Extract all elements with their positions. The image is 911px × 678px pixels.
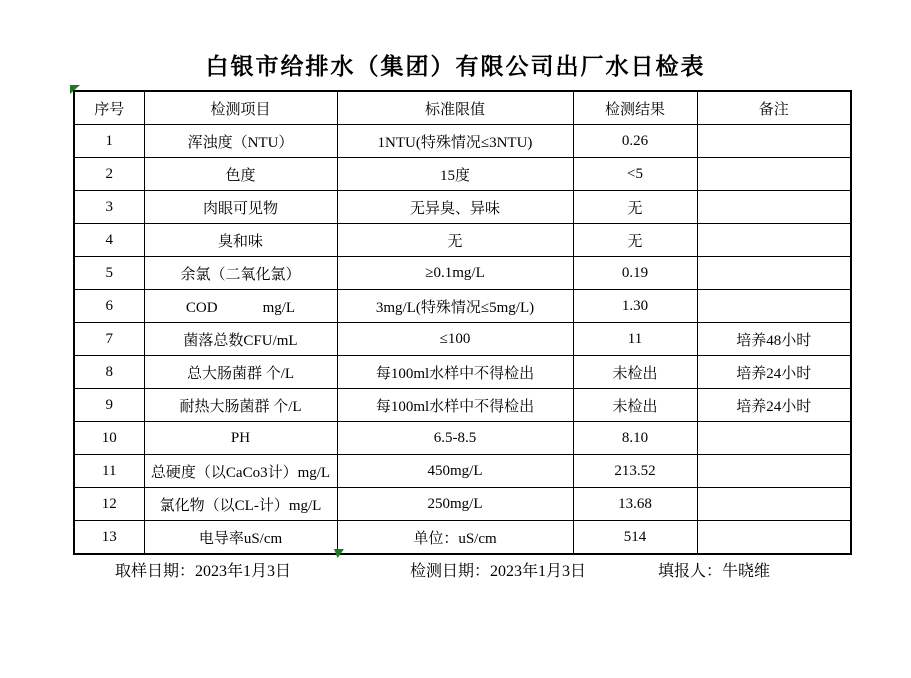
item-cell: 电导率uS/cm xyxy=(144,521,337,555)
item-cell: 氯化物（以CL-计）mg/L xyxy=(144,488,337,521)
result-cell: 未检出 xyxy=(573,356,697,389)
remark-cell xyxy=(697,290,851,323)
page-title: 白银市给排水（集团）有限公司出厂水日检表 xyxy=(205,54,706,79)
result-cell: 无 xyxy=(573,224,697,257)
result-cell: 1.30 xyxy=(573,290,697,323)
limit-cell: 15度 xyxy=(337,158,573,191)
table-row xyxy=(74,521,851,555)
row-no-cell: 1 xyxy=(74,125,144,158)
remark-cell xyxy=(697,455,851,488)
table-row xyxy=(74,455,851,488)
remark-cell: 培养48小时 xyxy=(697,323,851,356)
item-cell: 臭和味 xyxy=(144,224,337,257)
remark-cell: 培养24小时 xyxy=(697,389,851,422)
table-body xyxy=(74,125,851,555)
row-no-cell: 2 xyxy=(74,158,144,191)
item-cell: PH xyxy=(144,422,337,455)
row-no-cell: 4 xyxy=(74,224,144,257)
item-cell: 总硬度（以CaCo3计）mg/L xyxy=(144,455,337,488)
result-cell: 8.10 xyxy=(573,422,697,455)
limit-cell: 无异臭、异味 xyxy=(337,191,573,224)
item-cell: 菌落总数CFU/mL xyxy=(144,323,337,356)
test-date-label: 检测日期：2023年1月3日 xyxy=(410,563,587,580)
table-row xyxy=(74,389,851,422)
remark-cell: 培养24小时 xyxy=(697,356,851,389)
limit-cell: 250mg/L xyxy=(337,488,573,521)
result-cell: 11 xyxy=(573,323,697,356)
limit-cell: 6.5-8.5 xyxy=(337,422,573,455)
item-cell: 色度 xyxy=(144,158,337,191)
table-row xyxy=(74,323,851,356)
remark-cell xyxy=(697,521,851,555)
column-header-no: 序号 xyxy=(74,91,144,125)
result-cell: 13.68 xyxy=(573,488,697,521)
result-cell: <5 xyxy=(573,158,697,191)
reporter-label: 填报人：牛晓维 xyxy=(658,563,771,580)
limit-cell: 1NTU(特殊情况≤3NTU) xyxy=(337,125,573,158)
row-no-cell: 13 xyxy=(74,521,144,555)
remark-cell xyxy=(697,191,851,224)
item-cell: 余氯（二氧化氯） xyxy=(144,257,337,290)
limit-cell: 3mg/L(特殊情况≤5mg/L) xyxy=(337,290,573,323)
column-header-result: 检测结果 xyxy=(573,91,697,125)
item-cell: 肉眼可见物 xyxy=(144,191,337,224)
result-cell: 无 xyxy=(573,191,697,224)
result-cell: 0.19 xyxy=(573,257,697,290)
result-cell: 514 xyxy=(573,521,697,555)
limit-cell: ≥0.1mg/L xyxy=(337,257,573,290)
table-header-row xyxy=(74,91,851,125)
table-row xyxy=(74,422,851,455)
row-no-cell: 12 xyxy=(74,488,144,521)
remark-cell xyxy=(697,125,851,158)
row-no-cell: 8 xyxy=(74,356,144,389)
limit-cell: 450mg/L xyxy=(337,455,573,488)
row-no-cell: 5 xyxy=(74,257,144,290)
limit-cell: 无 xyxy=(337,224,573,257)
result-cell: 0.26 xyxy=(573,125,697,158)
water-quality-table xyxy=(73,90,852,555)
row-no-cell: 7 xyxy=(74,323,144,356)
column-header-remark: 备注 xyxy=(697,91,851,125)
footer xyxy=(0,558,911,580)
row-no-cell: 3 xyxy=(74,191,144,224)
limit-cell: 单位：uS/cm xyxy=(337,521,573,555)
limit-cell: ≤100 xyxy=(337,323,573,356)
table-row xyxy=(74,224,851,257)
item-cell: 总大肠菌群 个/L xyxy=(144,356,337,389)
item-cell: 耐热大肠菌群 个/L xyxy=(144,389,337,422)
table-row xyxy=(74,125,851,158)
table-row xyxy=(74,356,851,389)
item-cell: 浑浊度（NTU） xyxy=(144,125,337,158)
table-row xyxy=(74,257,851,290)
table-row xyxy=(74,488,851,521)
remark-cell xyxy=(697,422,851,455)
remark-cell xyxy=(697,257,851,290)
sampling-date-label: 取样日期：2023年1月3日 xyxy=(115,563,292,580)
column-header-item: 检测项目 xyxy=(144,91,337,125)
remark-cell xyxy=(697,224,851,257)
remark-cell xyxy=(697,158,851,191)
table-row xyxy=(74,158,851,191)
result-cell: 213.52 xyxy=(573,455,697,488)
column-header-limit: 标准限值 xyxy=(337,91,573,125)
item-cell: COD mg/L xyxy=(144,290,337,323)
row-no-cell: 6 xyxy=(74,290,144,323)
table-row xyxy=(74,191,851,224)
row-no-cell: 10 xyxy=(74,422,144,455)
result-cell: 未检出 xyxy=(573,389,697,422)
limit-cell: 每100ml水样中不得检出 xyxy=(337,389,573,422)
remark-cell xyxy=(697,488,851,521)
table-row xyxy=(74,290,851,323)
row-no-cell: 9 xyxy=(74,389,144,422)
row-no-cell: 11 xyxy=(74,455,144,488)
limit-cell: 每100ml水样中不得检出 xyxy=(337,356,573,389)
